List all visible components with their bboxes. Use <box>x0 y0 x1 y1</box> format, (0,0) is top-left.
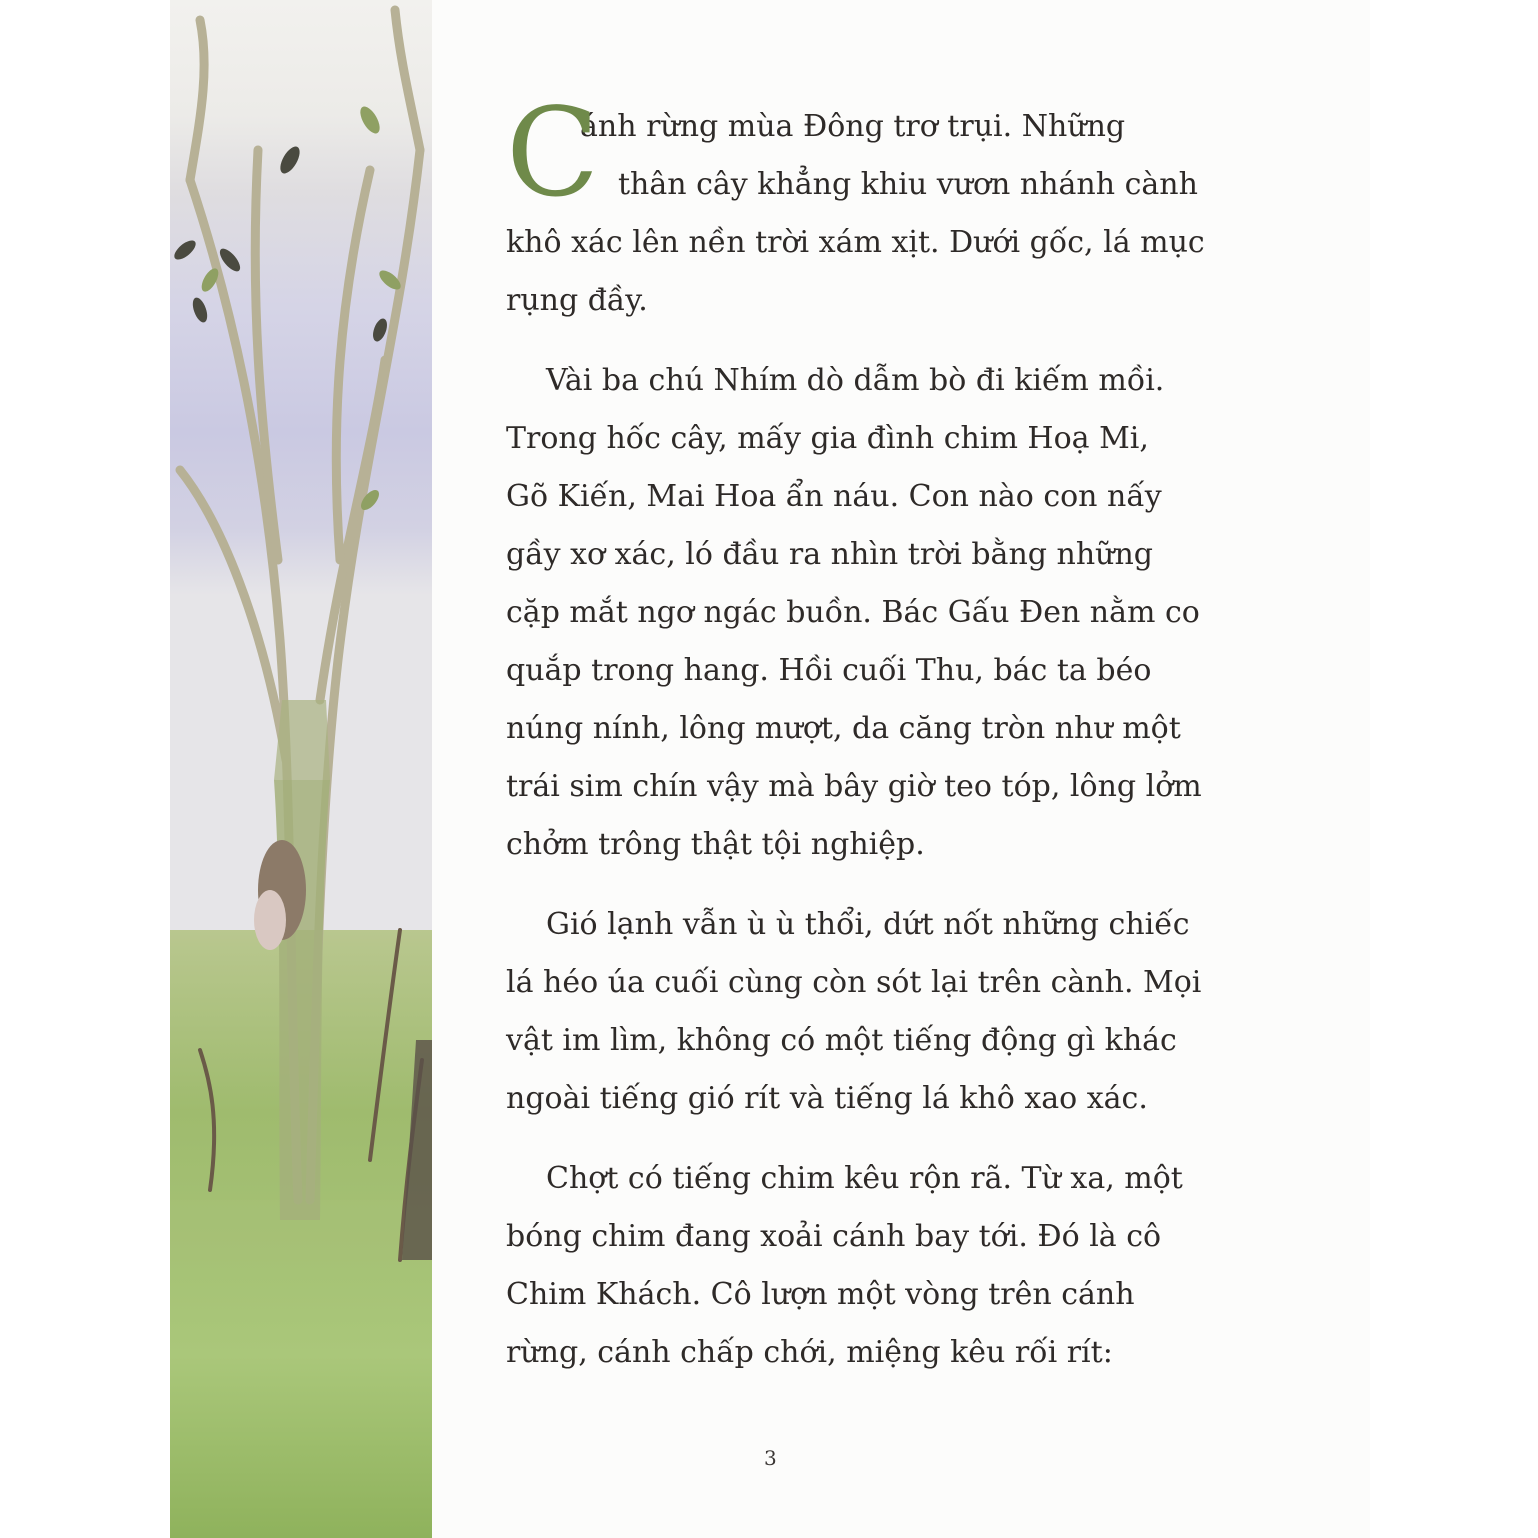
text-line: quắp trong hang. Hồi cuối Thu, bác ta béo <box>506 653 1152 688</box>
paragraph-2 <box>506 352 1266 874</box>
text-line: Trong hốc cây, mấy gia đình chim Hoạ Mi, <box>506 421 1149 456</box>
text-line: bóng chim đang xoải cánh bay tới. Đó là cô <box>506 1219 1162 1254</box>
text-line: vật im lìm, không có một tiếng động gì khác <box>506 1023 1177 1058</box>
paragraph-1 <box>506 82 1266 330</box>
text-line: Gõ Kiến, Mai Hoa ẩn náu. Con nào con nấy <box>506 479 1162 514</box>
text-line: gầy xơ xác, ló đầu ra nhìn trời bằng những <box>506 537 1153 572</box>
text-line: núng nính, lông mượt, da căng tròn như một <box>506 711 1181 746</box>
text-line: trái sim chín vậy mà bây giờ teo tóp, lông lởm <box>506 769 1202 804</box>
page-number: 3 <box>764 1446 777 1470</box>
drop-cap: C <box>506 82 600 224</box>
text-line: Chim Khách. Cô lượn một vòng trên cánh <box>506 1277 1135 1312</box>
text-line: Chợt có tiếng chim kêu rộn rã. Từ xa, một <box>546 1161 1183 1196</box>
text-line: ánh rừng mùa Đông trơ trụi. Những <box>580 109 1126 144</box>
text-line: thân cây khẳng khiu vươn nhánh cành <box>618 167 1198 202</box>
text-line: khô xác lên nền trời xám xịt. Dưới gốc, lá mục <box>506 225 1205 260</box>
book-page <box>170 0 1370 1538</box>
paragraph-3 <box>506 896 1266 1128</box>
text-line: cặp mắt ngơ ngác buồn. Bác Gấu Đen nằm co <box>506 595 1200 630</box>
text-line: rụng đầy. <box>506 283 648 318</box>
text-line: chởm trông thật tội nghiệp. <box>506 827 925 862</box>
paragraph-4 <box>506 1150 1266 1382</box>
forest-illustration-icon <box>170 0 432 1538</box>
forest-illustration <box>170 0 432 1538</box>
text-line: lá héo úa cuối cùng còn sót lại trên cành. Mọi <box>506 965 1202 1000</box>
text-line: rừng, cánh chấp chới, miệng kêu rối rít: <box>506 1335 1113 1370</box>
text-line: Gió lạnh vẫn ù ù thổi, dứt nốt những chiếc <box>546 907 1190 942</box>
story-text <box>506 82 1266 1382</box>
text-line: Vài ba chú Nhím dò dẫm bò đi kiếm mồi. <box>546 363 1165 398</box>
text-line: ngoài tiếng gió rít và tiếng lá khô xao xác. <box>506 1081 1148 1116</box>
